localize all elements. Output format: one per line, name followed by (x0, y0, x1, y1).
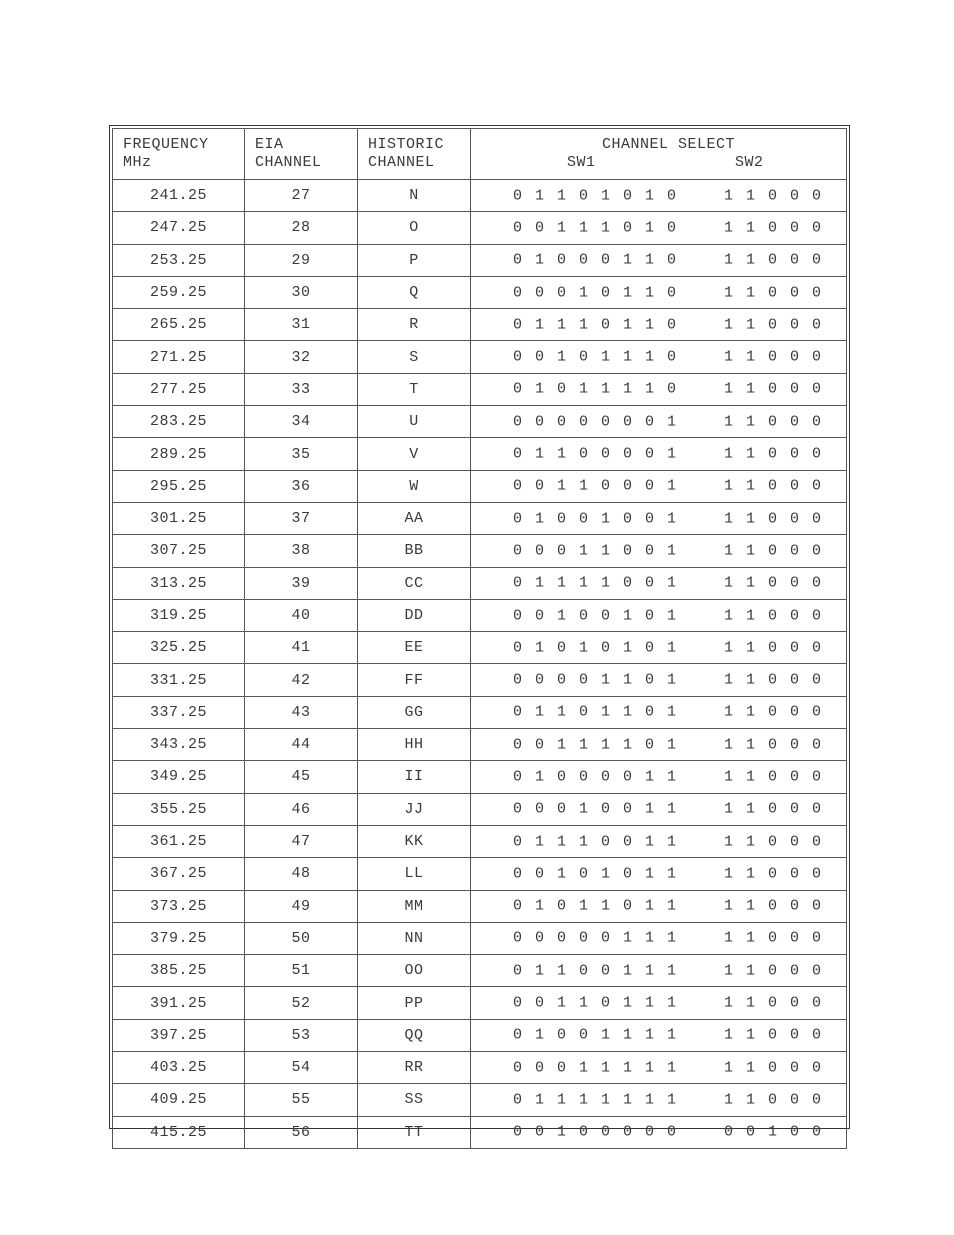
historic-channel-cell: BB (358, 535, 471, 567)
table-row (113, 438, 847, 470)
sw1-bits: 0 1 0 0 1 0 0 1 (513, 510, 679, 528)
table-row (113, 470, 847, 502)
eia-channel-cell: 52 (245, 987, 358, 1019)
channel-select-cell (471, 212, 847, 244)
channel-select-cell (471, 987, 847, 1019)
channel-select-cell (471, 729, 847, 761)
sw1-bits: 0 1 1 1 0 0 1 1 (513, 833, 679, 851)
channel-select-cell (471, 180, 847, 212)
eia-channel-cell: 29 (245, 244, 358, 276)
switch-subheaders (471, 154, 846, 172)
eia-channel-cell: 56 (245, 1116, 358, 1148)
sw1-bits: 0 0 1 0 0 0 0 0 (513, 1123, 679, 1141)
frequency-cell: 409.25 (113, 1084, 245, 1116)
table-row (113, 890, 847, 922)
frequency-header (113, 129, 245, 180)
channel-select-cell (471, 470, 847, 502)
eia-channel-cell: 31 (245, 309, 358, 341)
table-row (113, 341, 847, 373)
sw2-bits: 1 1 0 0 0 (724, 574, 824, 592)
table-row (113, 180, 847, 212)
eia-channel-cell: 53 (245, 1019, 358, 1051)
historic-channel-cell: T (358, 373, 471, 405)
channel-select-cell (471, 599, 847, 631)
sw1-bits: 0 0 1 1 0 1 1 1 (513, 994, 679, 1012)
sw1-bits: 0 1 0 1 1 0 1 1 (513, 897, 679, 915)
channel-select-cell (471, 535, 847, 567)
eia-channel-cell: 50 (245, 922, 358, 954)
sw1-bits: 0 1 1 0 0 0 0 1 (513, 445, 679, 463)
eia-channel-cell: 38 (245, 535, 358, 567)
sw2-bits: 1 1 0 0 0 (724, 800, 824, 818)
channel-select-cell (471, 696, 847, 728)
frequency-header-line1: FREQUENCY (123, 136, 209, 153)
sw2-bits: 1 1 0 0 0 (724, 348, 824, 366)
eia-channel-cell: 43 (245, 696, 358, 728)
sw2-bits: 1 1 0 0 0 (724, 1059, 824, 1077)
frequency-cell: 325.25 (113, 632, 245, 664)
historic-channel-cell: JJ (358, 793, 471, 825)
eia-channel-cell: 55 (245, 1084, 358, 1116)
historic-channel-cell: NN (358, 922, 471, 954)
sw2-bits: 1 1 0 0 0 (724, 897, 824, 915)
table-row (113, 987, 847, 1019)
eia-channel-cell: 44 (245, 729, 358, 761)
sw2-bits: 1 1 0 0 0 (724, 639, 824, 657)
sw2-bits: 1 1 0 0 0 (724, 187, 824, 205)
sw2-bits: 1 1 0 0 0 (724, 768, 824, 786)
frequency-cell: 259.25 (113, 276, 245, 308)
eia-channel-cell: 48 (245, 858, 358, 890)
historic-channel-cell: W (358, 470, 471, 502)
eia-channel-cell: 42 (245, 664, 358, 696)
frequency-cell: 379.25 (113, 922, 245, 954)
sw1-bits: 0 0 0 1 0 0 1 1 (513, 800, 679, 818)
sw2-bits: 1 1 0 0 0 (724, 833, 824, 851)
channel-select-cell (471, 567, 847, 599)
table-row (113, 955, 847, 987)
frequency-cell: 361.25 (113, 825, 245, 857)
frequency-cell: 397.25 (113, 1019, 245, 1051)
sw1-bits: 0 1 1 0 1 1 0 1 (513, 703, 679, 721)
sw1-bits: 0 0 1 1 0 0 0 1 (513, 477, 679, 495)
channel-select-cell (471, 276, 847, 308)
eia-channel-cell: 34 (245, 406, 358, 438)
sw1-bits: 0 1 0 0 0 1 1 0 (513, 251, 679, 269)
sw1-header: SW1 (567, 154, 596, 171)
eia-channel-cell: 27 (245, 180, 358, 212)
historic-channel-cell: EE (358, 632, 471, 664)
eia-channel-cell: 39 (245, 567, 358, 599)
channel-select-cell (471, 761, 847, 793)
historic-channel-cell: GG (358, 696, 471, 728)
historic-channel-cell: DD (358, 599, 471, 631)
sw2-bits: 1 1 0 0 0 (724, 380, 824, 398)
frequency-cell: 391.25 (113, 987, 245, 1019)
frequency-cell: 271.25 (113, 341, 245, 373)
sw2-bits: 1 1 0 0 0 (724, 477, 824, 495)
frequency-cell: 355.25 (113, 793, 245, 825)
table-row (113, 567, 847, 599)
frequency-cell: 337.25 (113, 696, 245, 728)
eia-channel-cell: 36 (245, 470, 358, 502)
eia-header (245, 129, 358, 180)
frequency-cell: 253.25 (113, 244, 245, 276)
eia-header-line2: CHANNEL (255, 154, 322, 171)
sw2-bits: 1 1 0 0 0 (724, 736, 824, 754)
table-row (113, 599, 847, 631)
table-row (113, 761, 847, 793)
frequency-cell: 385.25 (113, 955, 245, 987)
historic-channel-cell: OO (358, 955, 471, 987)
eia-channel-cell: 54 (245, 1052, 358, 1084)
frequency-cell: 415.25 (113, 1116, 245, 1148)
channel-select-cell (471, 502, 847, 534)
sw2-bits: 1 1 0 0 0 (724, 219, 824, 237)
sw2-bits: 1 1 0 0 0 (724, 994, 824, 1012)
table-row (113, 664, 847, 696)
table-row (113, 793, 847, 825)
frequency-cell: 343.25 (113, 729, 245, 761)
sw2-bits: 1 1 0 0 0 (724, 445, 824, 463)
eia-channel-cell: 33 (245, 373, 358, 405)
historic-channel-cell: CC (358, 567, 471, 599)
sw1-bits: 0 1 0 0 0 0 1 1 (513, 768, 679, 786)
table-row (113, 212, 847, 244)
sw1-bits: 0 0 1 1 1 1 0 1 (513, 736, 679, 754)
channel-select-cell (471, 309, 847, 341)
frequency-cell: 331.25 (113, 664, 245, 696)
channel-select-title: CHANNEL SELECT (601, 136, 736, 153)
eia-channel-cell: 41 (245, 632, 358, 664)
historic-header (358, 129, 471, 180)
historic-channel-cell: RR (358, 1052, 471, 1084)
historic-header-line1: HISTORIC (368, 136, 445, 153)
channel-select-cell (471, 1052, 847, 1084)
frequency-cell: 295.25 (113, 470, 245, 502)
sw2-bits: 1 1 0 0 0 (724, 542, 824, 560)
eia-channel-cell: 40 (245, 599, 358, 631)
table-row (113, 535, 847, 567)
historic-channel-cell: R (358, 309, 471, 341)
sw2-bits: 1 1 0 0 0 (724, 316, 824, 334)
sw2-bits: 1 1 0 0 0 (724, 284, 824, 302)
table-row (113, 406, 847, 438)
channel-select-cell (471, 341, 847, 373)
table-row (113, 502, 847, 534)
sw1-bits: 0 1 0 0 1 1 1 1 (513, 1026, 679, 1044)
historic-channel-cell: TT (358, 1116, 471, 1148)
sw2-bits: 0 0 1 0 0 (724, 1123, 824, 1141)
channel-select-header (471, 129, 847, 180)
table-row (113, 696, 847, 728)
sw1-bits: 0 1 1 1 1 0 0 1 (513, 574, 679, 592)
sw1-bits: 0 0 0 0 1 1 0 1 (513, 671, 679, 689)
channel-select-cell (471, 632, 847, 664)
historic-channel-cell: Q (358, 276, 471, 308)
table-row (113, 729, 847, 761)
frequency-cell: 373.25 (113, 890, 245, 922)
historic-channel-cell: MM (358, 890, 471, 922)
eia-channel-cell: 46 (245, 793, 358, 825)
eia-channel-cell: 30 (245, 276, 358, 308)
channel-select-cell (471, 793, 847, 825)
table-body (113, 180, 847, 1149)
sw1-bits: 0 0 0 0 0 1 1 1 (513, 929, 679, 947)
channel-select-cell (471, 1116, 847, 1148)
channel-select-table (112, 128, 847, 1149)
table-row (113, 1052, 847, 1084)
eia-channel-cell: 28 (245, 212, 358, 244)
sw2-bits: 1 1 0 0 0 (724, 671, 824, 689)
historic-channel-cell: KK (358, 825, 471, 857)
frequency-cell: 349.25 (113, 761, 245, 793)
eia-channel-cell: 49 (245, 890, 358, 922)
historic-channel-cell: LL (358, 858, 471, 890)
channel-select-cell (471, 1019, 847, 1051)
sw2-bits: 1 1 0 0 0 (724, 865, 824, 883)
sw2-bits: 1 1 0 0 0 (724, 703, 824, 721)
historic-channel-cell: SS (358, 1084, 471, 1116)
historic-channel-cell: II (358, 761, 471, 793)
sw2-bits: 1 1 0 0 0 (724, 929, 824, 947)
channel-select-cell (471, 955, 847, 987)
frequency-cell: 283.25 (113, 406, 245, 438)
historic-channel-cell: PP (358, 987, 471, 1019)
sw1-bits: 0 1 0 1 1 1 1 0 (513, 380, 679, 398)
eia-channel-cell: 35 (245, 438, 358, 470)
sw2-bits: 1 1 0 0 0 (724, 251, 824, 269)
eia-channel-cell: 37 (245, 502, 358, 534)
table-row (113, 373, 847, 405)
eia-header-line1: EIA (255, 136, 284, 153)
historic-channel-cell: U (358, 406, 471, 438)
historic-channel-cell: S (358, 341, 471, 373)
channel-select-cell (471, 438, 847, 470)
channel-select-cell (471, 858, 847, 890)
frequency-cell: 247.25 (113, 212, 245, 244)
sw1-bits: 0 0 1 0 1 0 1 1 (513, 865, 679, 883)
sw2-bits: 1 1 0 0 0 (724, 1091, 824, 1109)
frequency-cell: 367.25 (113, 858, 245, 890)
frequency-cell: 307.25 (113, 535, 245, 567)
historic-channel-cell: FF (358, 664, 471, 696)
historic-channel-cell: AA (358, 502, 471, 534)
sw2-bits: 1 1 0 0 0 (724, 510, 824, 528)
table-row (113, 825, 847, 857)
channel-select-cell (471, 825, 847, 857)
historic-channel-cell: V (358, 438, 471, 470)
historic-channel-cell: O (358, 212, 471, 244)
eia-channel-cell: 32 (245, 341, 358, 373)
eia-channel-cell: 45 (245, 761, 358, 793)
frequency-cell: 289.25 (113, 438, 245, 470)
eia-channel-cell: 47 (245, 825, 358, 857)
table-row (113, 632, 847, 664)
sw1-bits: 0 0 0 0 0 0 0 1 (513, 413, 679, 431)
frequency-cell: 403.25 (113, 1052, 245, 1084)
sw1-bits: 0 0 1 1 1 0 1 0 (513, 219, 679, 237)
frequency-cell: 277.25 (113, 373, 245, 405)
header-row (113, 129, 847, 180)
channel-select-cell (471, 406, 847, 438)
sw2-bits: 1 1 0 0 0 (724, 413, 824, 431)
sw1-bits: 0 0 0 1 1 1 1 1 (513, 1059, 679, 1077)
frequency-cell: 265.25 (113, 309, 245, 341)
table-row (113, 922, 847, 954)
table-row (113, 1116, 847, 1148)
frequency-cell: 241.25 (113, 180, 245, 212)
channel-select-cell (471, 922, 847, 954)
historic-channel-cell: N (358, 180, 471, 212)
frequency-header-line2: MHz (123, 154, 152, 171)
table-row (113, 244, 847, 276)
sw1-bits: 0 0 0 1 1 0 0 1 (513, 542, 679, 560)
sw1-bits: 0 0 1 0 0 1 0 1 (513, 607, 679, 624)
sw1-bits: 0 1 0 1 0 1 0 1 (513, 639, 679, 657)
historic-channel-cell: HH (358, 729, 471, 761)
sw1-bits: 0 0 1 0 1 1 1 0 (513, 348, 679, 366)
sw1-bits: 0 1 1 0 0 1 1 1 (513, 962, 679, 980)
sw1-bits: 0 0 0 1 0 1 1 0 (513, 284, 679, 302)
sw2-bits: 1 1 0 0 0 (724, 607, 824, 624)
sw1-bits: 0 1 1 1 1 1 1 1 (513, 1091, 679, 1109)
frequency-cell: 313.25 (113, 567, 245, 599)
channel-select-cell (471, 373, 847, 405)
channel-select-cell (471, 1084, 847, 1116)
historic-channel-cell: P (358, 244, 471, 276)
table-row (113, 1019, 847, 1051)
channel-select-cell (471, 244, 847, 276)
sw1-bits: 0 1 1 0 1 0 1 0 (513, 187, 679, 205)
historic-header-line2: CHANNEL (368, 154, 435, 171)
table-row (113, 276, 847, 308)
channel-select-cell (471, 890, 847, 922)
table-row (113, 858, 847, 890)
channel-select-cell (471, 664, 847, 696)
frequency-cell: 301.25 (113, 502, 245, 534)
table-row (113, 309, 847, 341)
frequency-cell: 319.25 (113, 599, 245, 631)
sw2-bits: 1 1 0 0 0 (724, 1026, 824, 1044)
eia-channel-cell: 51 (245, 955, 358, 987)
table-frame (109, 125, 850, 1141)
sw2-bits: 1 1 0 0 0 (724, 962, 824, 980)
sw1-bits: 0 1 1 1 0 1 1 0 (513, 316, 679, 334)
historic-channel-cell: QQ (358, 1019, 471, 1051)
table-row (113, 1084, 847, 1116)
sw2-header: SW2 (735, 154, 764, 171)
